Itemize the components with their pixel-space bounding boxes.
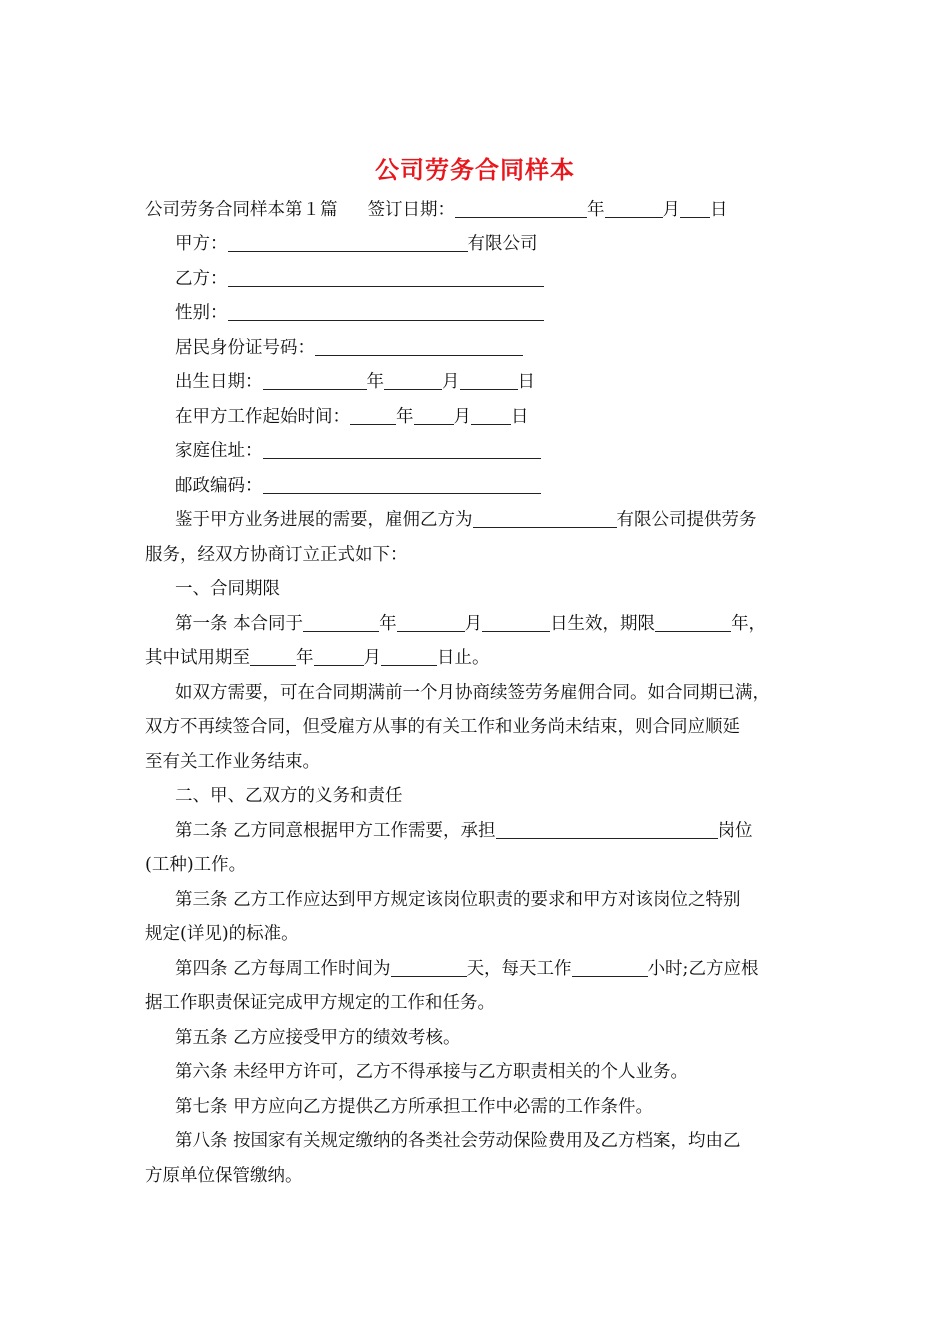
article-2-line-1 [175,814,753,848]
text: 日止。 [437,648,490,668]
text: 年 [296,648,314,668]
renewal-paragraph-line-1: 如双方需要，可在合同期满前一个月协商续签劳务雇佣合同。如合同期已满， [175,683,770,703]
text: 邮政编码： [175,476,263,496]
gender-line [175,296,544,330]
text: 公司劳务合同样本第１篇 [145,200,338,220]
blank-field [397,611,465,632]
blank-field [655,611,731,632]
text: 小时;乙方应根 [647,959,759,979]
text: 月 [464,614,483,634]
blank-field [250,645,296,666]
article-4-line-1 [175,952,758,986]
blank-field [455,197,587,218]
blank-field [460,369,518,390]
blank-field [482,611,550,632]
party-a-line [175,227,538,261]
text: 日生效，期限 [550,614,656,634]
text: 有限公司 [467,234,538,254]
text: 月 [453,407,471,427]
postal-code-line [175,469,541,503]
text: 居民身份证号码： [175,338,315,358]
text: 其中试用期至 [145,648,250,668]
text: 乙方： [175,269,228,289]
party-b-line [175,262,544,296]
blank-field [263,473,541,494]
text: 天，每天工作 [466,959,572,979]
home-address-line [175,434,541,468]
text: 性别： [175,303,228,323]
text: 岗位 [717,821,753,841]
article-3-line-2: 规定(详见)的标准。 [145,924,299,944]
article-2-line-2: (工种)工作。 [145,855,247,875]
header-sign-date-line [145,193,728,227]
blank-field [473,507,617,528]
blank-field [680,197,710,218]
blank-field [572,956,648,977]
text: 月 [662,200,680,220]
blank-field [315,335,523,356]
text: 甲方： [175,234,228,254]
blank-field [605,197,663,218]
renewal-paragraph-line-3: 至有关工作业务结束。 [145,752,320,772]
blank-field [263,369,367,390]
text: 日 [710,200,728,220]
blank-field [471,404,511,425]
article-7-line: 第七条 甲方应向乙方提供乙方所承担工作中必需的工作条件。 [175,1097,654,1117]
article-8-line-1: 第八条 按国家有关规定缴纳的各类社会劳动保险费用及乙方档案，均由乙 [175,1131,741,1151]
article-4-line-2: 据工作职责保证完成甲方规定的工作和任务。 [145,993,495,1013]
intro-paragraph-line-1 [175,503,757,537]
blank-field [228,300,544,321]
blank-field [384,369,442,390]
blank-field [496,818,718,839]
blank-field [350,404,396,425]
text: 年， [731,614,767,634]
renewal-paragraph-line-2: 双方不再续签合同，但受雇方从事的有关工作和业务尚未结束，则合同应顺延 [145,717,740,737]
blank-field [414,404,454,425]
text: 年 [587,200,605,220]
text: 月 [363,648,381,668]
text: 在甲方工作起始时间： [175,407,350,427]
article-5-line: 第五条 乙方应接受甲方的绩效考核。 [175,1028,461,1048]
text: 鉴于甲方业务进展的需要，雇佣乙方为 [175,510,473,530]
text: 第四条 乙方每周工作时间为 [175,959,391,979]
start-work-date-line [175,400,529,434]
text: 月 [442,372,460,392]
birth-date-line [175,365,535,399]
blank-field [228,266,544,287]
article-1-line-1 [175,607,766,641]
text: 年 [379,614,397,634]
text: 第一条 本合同于 [175,614,304,634]
blank-field [381,645,437,666]
article-8-line-2: 方原单位保管缴纳。 [145,1166,303,1186]
document-title: 公司劳务合同样本 [375,155,575,184]
blank-field [303,611,379,632]
text: 年 [396,407,414,427]
text: 第二条 乙方同意根据甲方工作需要，承担 [175,821,496,841]
article-1-line-2 [145,641,490,675]
text: 签订日期： [367,200,455,220]
text: 日 [511,407,529,427]
blank-field [391,956,467,977]
text: 出生日期： [175,372,263,392]
text: 家庭住址： [175,441,263,461]
blank-field [314,645,364,666]
text: 日 [517,372,535,392]
text: 年 [366,372,384,392]
section-heading-contract-term: 一、合同期限 [175,579,280,599]
id-number-line [175,331,523,365]
blank-field [263,438,541,459]
article-6-line: 第六条 未经甲方许可，乙方不得承接与乙方职责相关的个人业务。 [175,1062,689,1082]
text: 有限公司提供劳务 [616,510,757,530]
blank-field [228,231,468,252]
intro-paragraph-line-2: 服务，经双方协商订立正式如下： [145,545,408,565]
section-heading-obligations: 二、甲、乙双方的义务和责任 [175,786,403,806]
article-3-line-1: 第三条 乙方工作应达到甲方规定该岗位职责的要求和甲方对该岗位之特别 [175,890,741,910]
